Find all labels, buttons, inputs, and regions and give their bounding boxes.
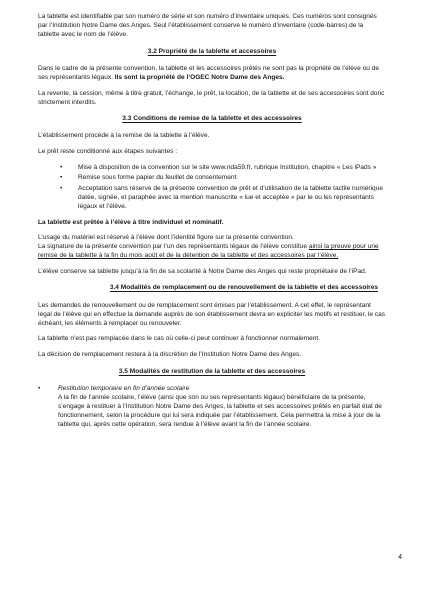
list-item: • Mise à disposition de la convention sur le site www.nda59.fr, rubrique Institution, chapitre « Les iPads » <box>68 163 386 172</box>
signature-text: La signature de la présente convention par l’un des représentants légaux de l’élève constitue <box>38 243 309 251</box>
temporary-restitution-title: Restitution temporaire en fin d’année scolaire <box>58 384 190 392</box>
usage-text: L’usage du matériel est réservé à l’élève dont l’identité figure sur la présente convention. <box>38 234 294 242</box>
list-item: • Remise sous forme papier du feuillet de consentement <box>68 173 386 182</box>
temporary-restitution-block <box>38 384 386 429</box>
bullet-icon: • <box>38 384 41 392</box>
conditions-list <box>38 163 386 211</box>
section-3-3-paragraph-1: L’établissement procède à la remise de la tablette à l’élève. <box>38 132 210 140</box>
section-3-4-paragraph-3: La décision de remplacement restera à la discrétion de l’Institution Notre Dame des Anges. <box>38 350 302 358</box>
section-3-4-paragraph-2: La tablette n’est pas remplacée dans le cas où celle-ci peut continuer à fonctionner normalement. <box>38 335 321 343</box>
section-3-2-paragraph-2: La revente, la cession, même à titre gratuit, l’échange, le prêt, la location, de la tablette et de ses accessoires sont donc strictement interdits. <box>38 89 385 106</box>
temporary-restitution-body: A la fin de l’année scolaire, l’élève (ainsi que son ou ses représentants légaux) bénéficiaire de la présente, s’engage à restituer à l’Institution Notre Dame des Anges, la tablette et ses accessoires prêtés en parfait état de fonctionnement, selon la procédure qui lui sera indiquée par l’établissement. Cela permettra la mise à jour de la tablette qui, après cette opération, sera rendue à l’élève avant la fin de l’année scolaire. <box>58 393 382 428</box>
section-3-2-p1-bold: Ils sont la propriété de l’OGEC Notre Dame des Anges. <box>114 73 285 81</box>
individual-loan-statement: La tablette est prêtée à l’élève à titre individuel et nominatif. <box>38 218 224 226</box>
section-3-3-paragraph-2: Le prêt reste conditionné aux étapes suivantes : <box>38 147 178 155</box>
section-3-2-paragraph-1 <box>38 64 386 82</box>
section-3-3-heading: 3.3 Conditions de remise de la tablette et des accessoires <box>122 115 302 123</box>
section-3-5-heading: 3.5 Modalités de restitution de la tablette et des accessoires <box>118 367 306 375</box>
list-item: • Acceptation sans réserve de la présente convention de prêt et d’utilisation de la tablette tactile numérique datée, signée, et paraphée avec la mention manuscrite « lue et acceptée » par le ou les représentants légaux et l’élève. <box>68 184 386 211</box>
page-number: 4 <box>398 553 402 561</box>
section-3-2-p1-text: Dans le cadre de la présente convention, la tablette et les accessoires prêtés ne sont pas la propriété de l’élève ou de ses représentants légaux. <box>38 64 380 81</box>
section-3-4-paragraph-1: Les demandes de renouvellement ou de remplacement sont émises par l’établissement. A cet effet, le représentant légal de l’élève qui en effectue la demande auprès de son établissement devra en expliciter les motifs et restituer, le cas échéant, les éléments à remplacer ou renouveler. <box>38 301 386 327</box>
section-3-3-paragraph-4: L’élève conserve sa tablette jusqu’à la fin de sa scolarité à Notre Dame des Anges qui reste propriétaire de l’iPad. <box>38 267 367 275</box>
signature-proof-underlined: ainsi la preuve pour une remise de la tablette à la fin du mois août et de la détention de la tablette et des accessoires par l’élève. <box>38 243 379 260</box>
section-3-3-paragraph-3 <box>38 233 386 260</box>
section-3-2-heading: 3.2 Propriété de la tablette et accessoires <box>147 47 277 55</box>
intro-paragraph: La tablette est identifiable par son numéro de série et son numéro d’inventaire uniques. Ces numéros sont consignés par l’Institution Notre Dame des Anges. Seul l’établissement conserve le numéro d’inventaire (code-barres) de la tablette avec le nom de l’élève. <box>38 13 377 39</box>
section-3-4-heading: 3.4 Modalités de remplacement ou de renouvellement de la tablette et des accessoires <box>109 284 378 292</box>
